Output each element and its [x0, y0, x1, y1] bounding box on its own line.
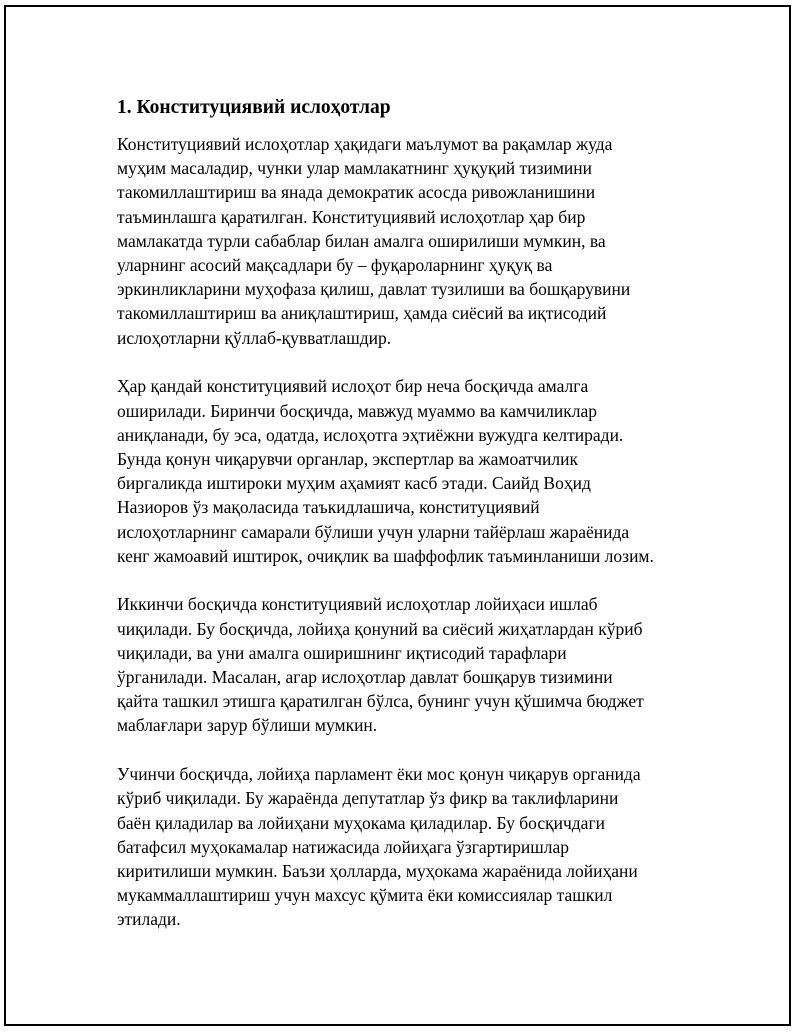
- paragraph-line: кўриб чиқилади. Бу жараёнда депутатлар ўз фикр ва таклифларини: [117, 788, 619, 809]
- paragraph-line: киритилиши мумкин. Баъзи ҳолларда, муҳокама жараёнида лойиҳани: [117, 860, 638, 881]
- paragraph-line: таъминлашга қаратилган. Конституциявий ислоҳотлар ҳар бир: [117, 206, 586, 227]
- paragraph-line: чиқилади. Бу босқичда, лойиҳа қонуний ва сиёсий жиҳатлардан кўриб: [117, 618, 643, 639]
- paragraph-line: ислоҳотларни қўллаб-қувватлашдир.: [117, 327, 392, 348]
- paragraph-line: қайта ташкил этишга қаратилган бўлса, бунинг учун қўшимча бюджет: [117, 691, 644, 712]
- paragraph-line: маблағлари зарур бўлиши мумкин.: [117, 715, 378, 736]
- paragraph: [117, 374, 692, 568]
- paragraph-line: этилади.: [117, 909, 181, 930]
- paragraph-line: эркинликларини муҳофаза қилиш, давлат тузилиши ва бошқарувини: [117, 279, 631, 300]
- paragraph-line: такомиллаштириш ва янада демократик асосда ривожланишини: [117, 182, 596, 203]
- paragraph-line: Бунда қонун чиқарувчи органлар, экспертлар ва жамоатчилик: [117, 448, 578, 469]
- paragraph-line: такомиллаштириш ва аниқлаштириш, ҳамда сиёсий ва иқтисодий: [117, 303, 607, 324]
- paragraph-line: чиқилади, ва уни амалга оширишнинг иқтисодий тарафлари: [117, 642, 567, 663]
- paragraph-line: аниқланади, бу эса, одатда, ислоҳотга эҳтиёжни вужудга келтиради.: [117, 424, 624, 445]
- paragraph-line: Назиоров ўз мақоласида таъкидлашича, конституциявий: [117, 497, 540, 518]
- section-heading: 1. Конституциявий ислоҳотлар: [117, 97, 391, 118]
- paragraph: [117, 762, 692, 931]
- paragraph-line: оширилади. Биринчи босқичда, мавжуд муаммо ва камчиликлар: [117, 400, 598, 421]
- document-body: [117, 96, 692, 956]
- paragraph-line: Ҳар қандай конституциявий ислоҳот бир неча босқичда амалга: [117, 376, 589, 397]
- paragraph-line: Конституциявий ислоҳотлар ҳақидаги маълумот ва рақамлар жуда: [117, 134, 613, 154]
- paragraph-line: муҳим масаладир, чунки улар мамлакатнинг ҳуқуқий тизимини: [117, 158, 593, 179]
- paragraph-line: мамлакатда турли сабаблар билан амалга оширилиши мумкин, ва: [117, 230, 606, 251]
- paragraph-line: ўрганилади. Масалан, агар ислоҳотлар давлат бошқарув тизимини: [117, 667, 613, 688]
- paragraph-line: ислоҳотларнинг самарали бўлиши учун уларни тайёрлаш жараёнида: [117, 521, 630, 542]
- paragraph-line: Учинчи босқичда, лойиҳа парламент ёки мос қонун чиқарув органида: [117, 764, 641, 785]
- paragraph-list: [117, 132, 692, 932]
- paragraph: [117, 592, 692, 737]
- paragraph-line: кенг жамоавий иштирок, очиқлик ва шаффофлик таъминланиши лозим.: [117, 545, 654, 566]
- paragraph-line: баён қиладилар ва лойиҳани муҳокама қиладилар. Бу босқичдаги: [117, 812, 605, 833]
- paragraph-line: батафсил муҳокамалар натижасида лойиҳага ўзгартиришлар: [117, 836, 570, 857]
- paragraph-line: Иккинчи босқичда конституциявий ислоҳотлар лойиҳаси ишлаб: [117, 594, 598, 615]
- paragraph-line: мукаммаллаштириш учун махсус қўмита ёки комиссиялар ташкил: [117, 885, 613, 906]
- paragraph-line: биргаликда иштироки муҳим аҳамият касб этади. Саийд Воҳид: [117, 473, 591, 494]
- paragraph: [117, 132, 692, 350]
- paragraph-line: уларнинг асосий мақсадлари бу – фуқароларнинг ҳуқуқ ва: [117, 255, 553, 276]
